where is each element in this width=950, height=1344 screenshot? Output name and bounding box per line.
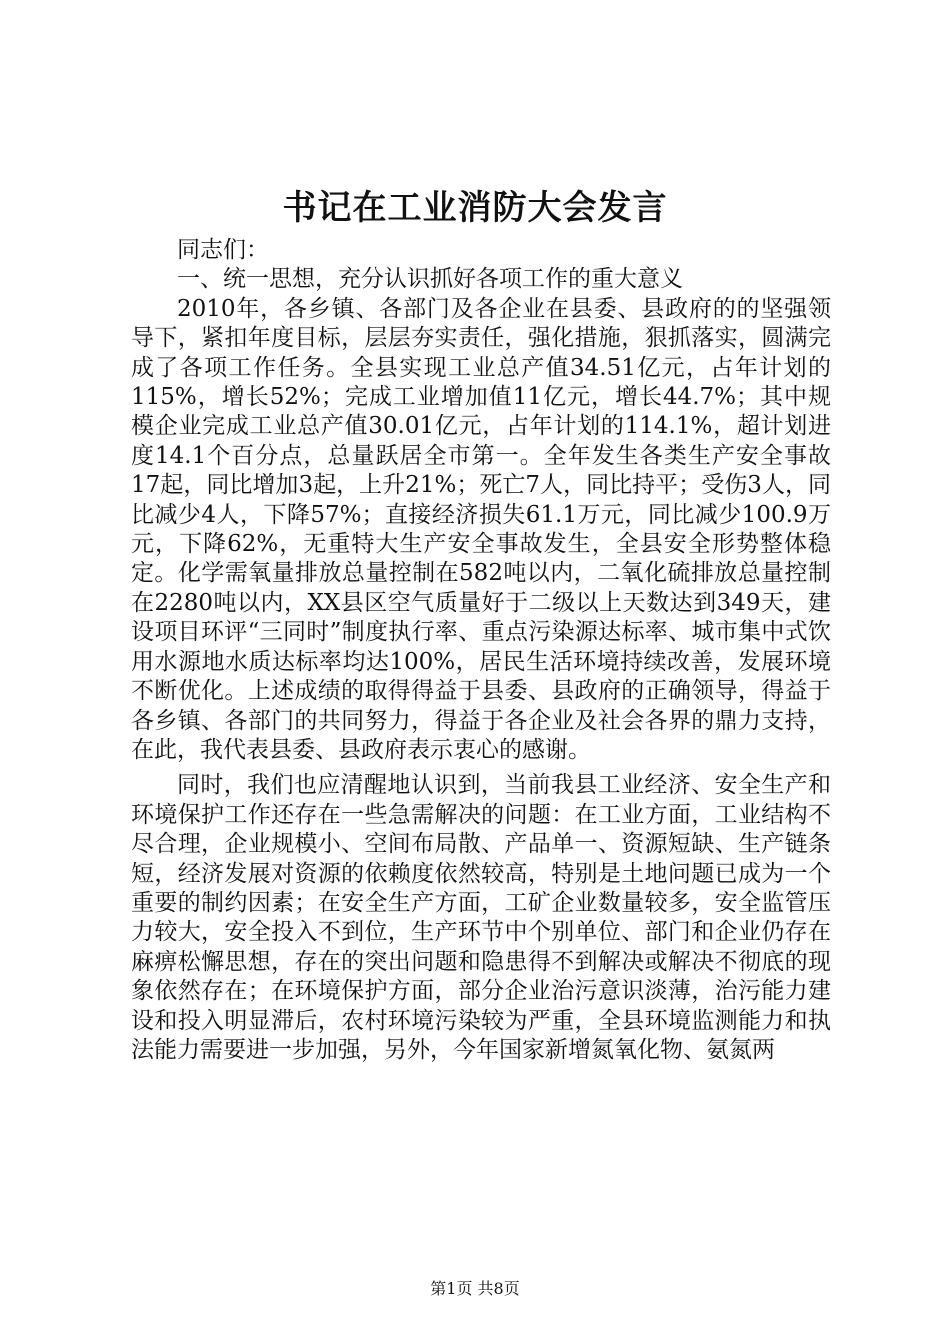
document-body: [131, 236, 831, 1065]
document-title: 书记在工业消防大会发言: [282, 188, 668, 228]
salutation: 同志们：: [177, 237, 269, 263]
section-heading: 一、统一思想，充分认识抓好各项工作的重大意义: [177, 266, 683, 293]
paragraph-achievements: 2010年，各乡镇、各部门及各企业在县委、县政府的的坚强领导下，紧扣年度目标，层层夯实责任，强化措施，狠抓落实，圆满完成了各项工作任务。全县实现工业总产值34.51亿元，占年计划的115%，增长52%；完成工业增加值11亿元，增长44.7%；其中规模企业完成工业总产值30.01亿元，占年计划的114.1%，超计划进度14.1个百分点，总量跃居全市第一。全年发生各类生产安全事故17起，同比增加3起，上升21%；死亡7人，同比持平；受伤3人，同比减少4人，下降57%；直接经济损失61.1万元，同比减少100.9万元，下降62%，无重特大生产安全事故发生，全县安全形势整体稳定。化学需氧量排放总量控制在582吨以内，二氧化硫排放总量控制在2280吨以内，XX县区空气质量好于二级以上天数达到349天，建设项目环评“三同时”制度执行率、重点污染源达标率、城市集中式饮用水源地水质达标率均达100%，居民生活环境持续改善，发展环境不断优化。上述成绩的取得得益于县委、县政府的正确领导，得益于各乡镇、各部门的共同努力，得益于各企业及社会各界的鼎力支持，在此，我代表县委、县政府表示衷心的感谢。: [131, 295, 831, 763]
paragraph-problems: 同时，我们也应清醒地认识到，当前我县工业经济、安全生产和环境保护工作还存在一些急需解决的问题：在工业方面，工业结构不尽合理，企业规模小、空间布局散、产品单一、资源短缺、生产链条短，经济发展对资源的依赖度依然较高，特别是土地问题已成为一个重要的制约因素；在安全生产方面，工矿企业数量较多，安全监管压力较大，安全投入不到位，生产环节中个别单位、部门和企业仍存在麻痹松懈思想，存在的突出问题和隐患得不到解决或解决不彻底的现象依然存在；在环境保护方面，部分企业治污意识淡薄，治污能力建设和投入明显滞后，农村环境污染较为严重，全县环境监测能力和执法能力需要进一步加强，另外，今年国家新增氮氧化物、氨氮两: [131, 772, 831, 1063]
page-footer: 第1页 共8页: [430, 1279, 520, 1298]
